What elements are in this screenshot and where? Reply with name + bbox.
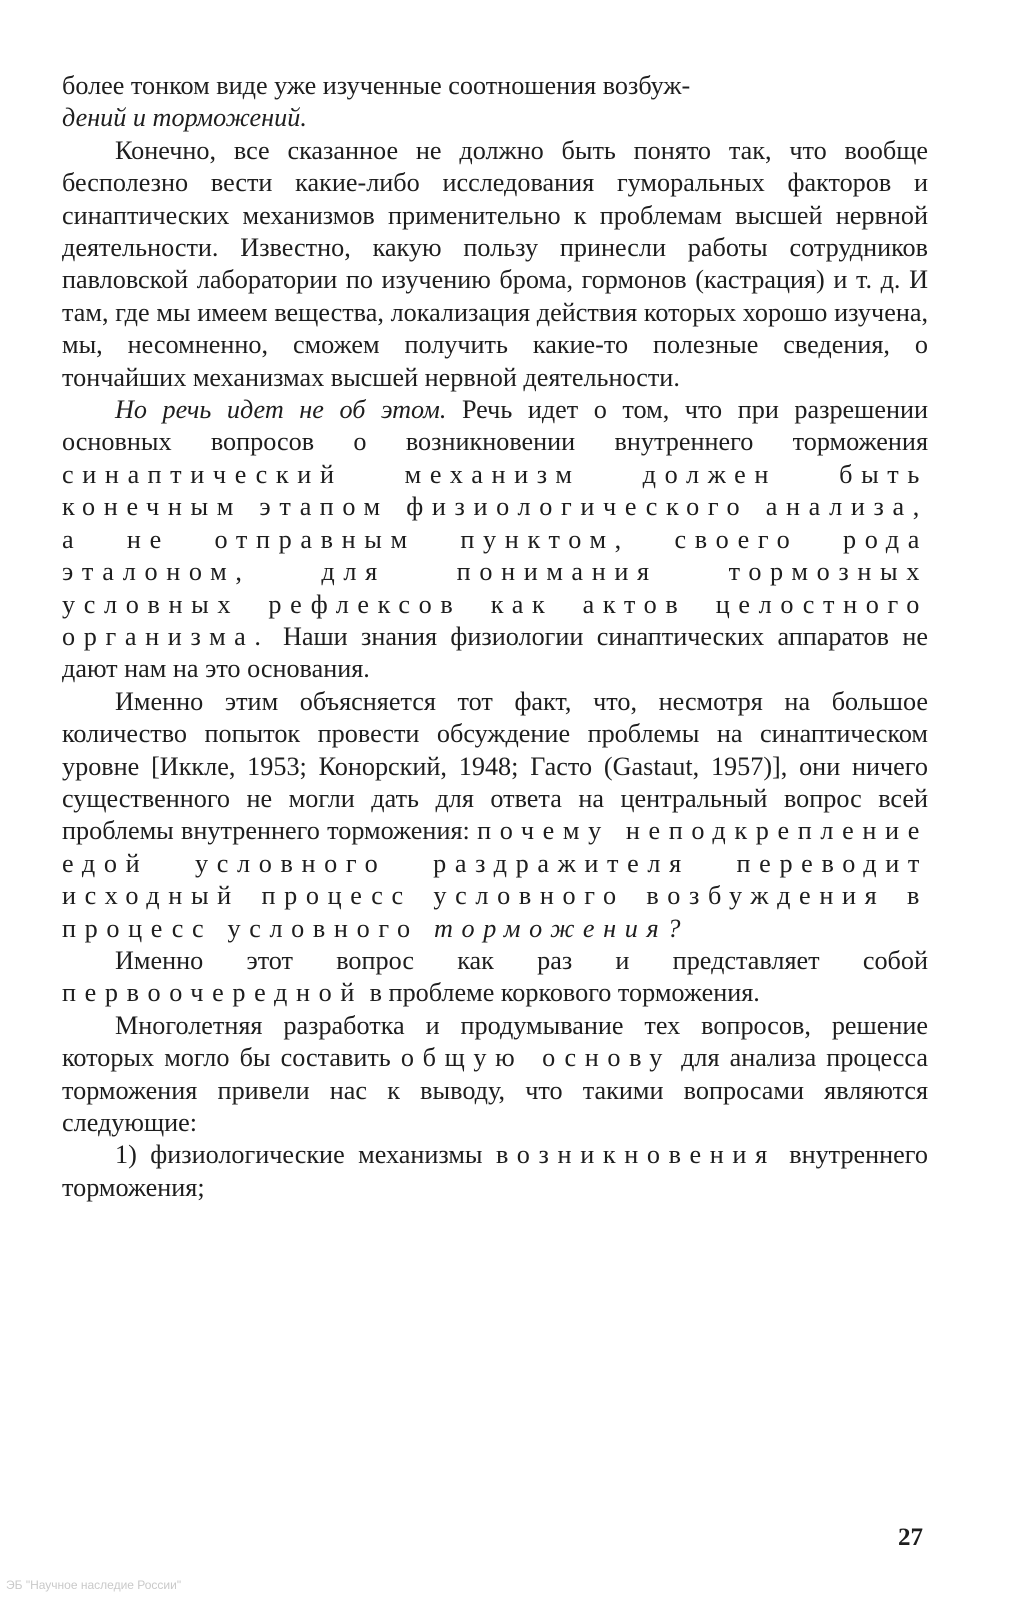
paragraph-3-spaced-emphasis: синаптический механизм должен быть конечным этапом физиологического анализа, а не отправным пунктом, своего рода эталоном, для понимания тормозных условных рефлексов как актов целостного организма. (62, 459, 928, 651)
paragraph-6-tail: для анализа процесса торможения привели нас к выводу, что такими вопросами являются следующие: (62, 1043, 928, 1137)
paragraph-7-text: 1) физиологические механизмы (115, 1140, 496, 1170)
paragraph-3-italic: Но речь идет не об этом. (115, 395, 447, 425)
paragraph-3-tail: Наши знания физиологии синаптических аппаратов не дают нам на это основания. (62, 621, 928, 684)
paragraph-7-tail: внутреннего торможения; (62, 1140, 928, 1202)
paragraph-5-spaced-emphasis: первоочередной (62, 978, 364, 1008)
paragraph-5 (62, 945, 928, 1010)
paragraph-5-text: Именно этот вопрос как раз и представляет собой (115, 945, 928, 975)
paragraph-4-italic-spaced: торможения (434, 913, 668, 943)
paragraph-1-line: более тонком виде уже изученные соотношения возбуж (62, 71, 682, 100)
paragraph-6 (62, 1010, 928, 1140)
paragraph-1-italic: дений и торможений. (62, 103, 307, 133)
paragraph-2: Конечно, все сказанное не должно быть понято так, что вообще бесполезно вести какие-либо исследования гуморальных факторов и синаптических механизмов применительно к проблемам высшей нервной деятельности. Известно, какую пользу принесли работы сотрудников павловской лаборатории по изучению брома, гормонов (кастрация) и т. д. И там, где мы имеем вещества, локализация действия которых хорошо изучена, мы, несомненно, сможем получить какие-то полезные сведения, о тончайших механизмах высшей нервной деятельности. (62, 135, 928, 392)
paragraph-3-text: Речь идет о том, что при разрешении основных вопросов о возникновении внутреннего торможения (62, 395, 928, 457)
paragraph-7 (62, 1139, 928, 1204)
watermark: ЭБ "Научное наследие России" (6, 1578, 182, 1592)
paragraph-6-spaced-emphasis: общую основу (400, 1043, 671, 1073)
page-text (62, 70, 928, 1204)
paragraph-4-text: Именно этим объясняется тот факт, что, несмотря на большое количество попыток провести обсуждение проблемы на синаптическом уровне [Иккле, 1953; Конорский, 1948; Гасто (Gastaut, 1957)], они ничего существенного не могли дать для ответа на центральный вопрос всей проблемы внутреннего торможения: (62, 686, 928, 846)
paragraph-6-text: Многолетняя разработка и продумывание тех вопросов, решение которых могло бы составить (62, 1010, 928, 1073)
paragraph-3 (62, 394, 928, 686)
paragraph-4-question-mark: ? (667, 913, 681, 943)
paragraph-5-tail: в проблеме коркового торможения. (363, 978, 760, 1008)
paragraph-4 (62, 686, 928, 945)
paragraph-7-spaced-emphasis: возникновения (495, 1140, 776, 1170)
page-number: 27 (898, 1524, 923, 1551)
paragraph-1: более тонком виде уже изученные соотношения возбуж- дений и торможений. (62, 71, 691, 133)
paragraph-4-spaced-emphasis: почему неподкрепление едой условного раздражителя переводит исходный процесс условного возбуждения в процесс условного (62, 816, 928, 943)
